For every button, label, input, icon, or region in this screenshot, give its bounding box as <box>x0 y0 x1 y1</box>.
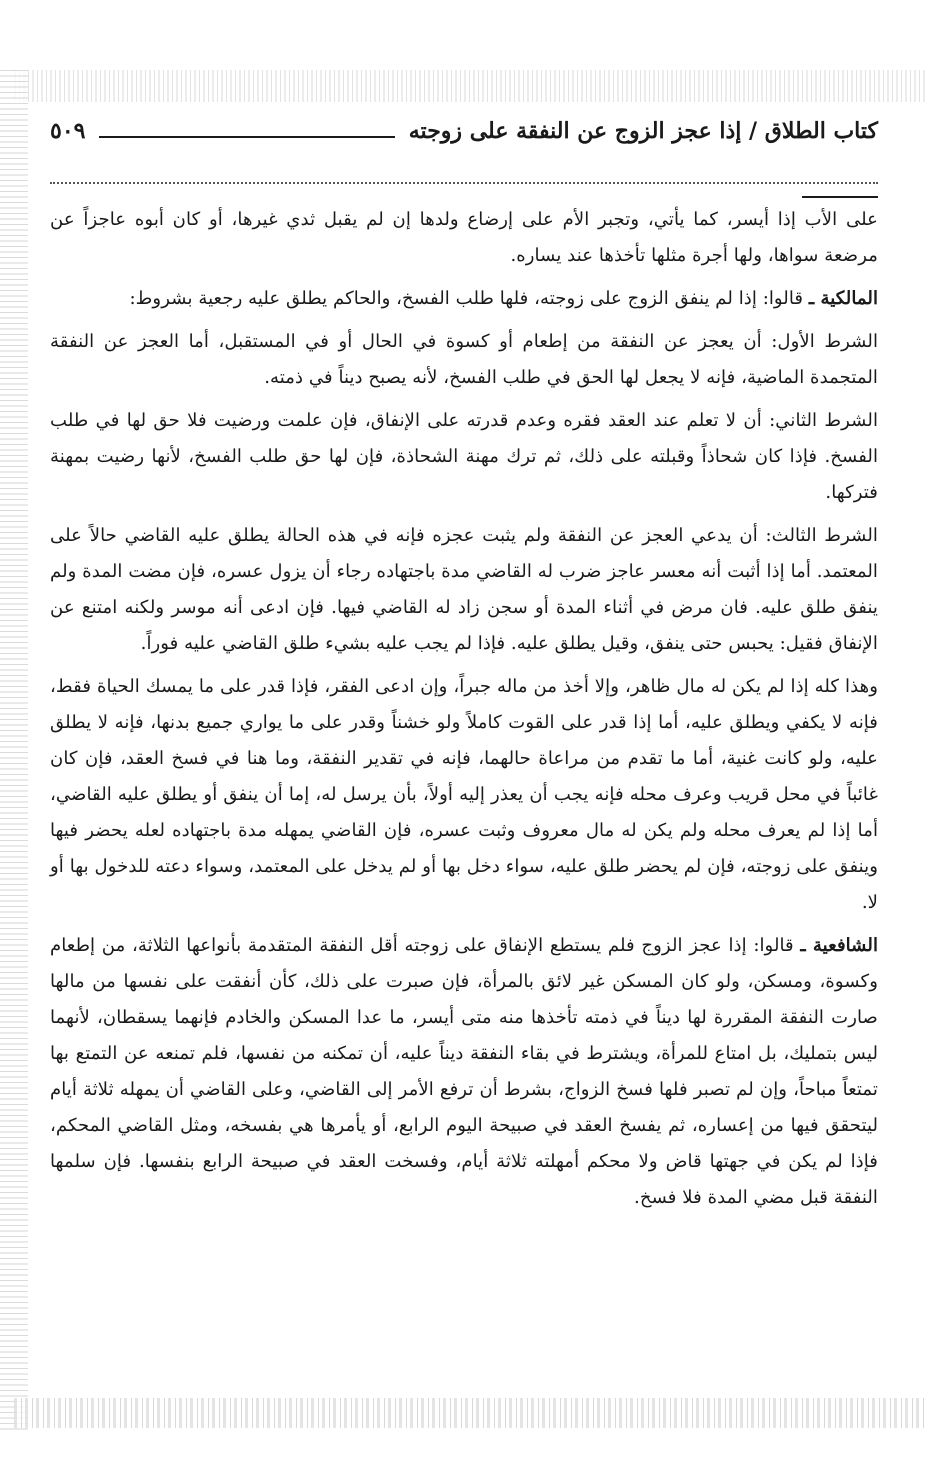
paragraph <box>50 324 878 396</box>
header-title: كتاب الطلاق / إذا عجز الزوج عن النفقة على زوجته <box>408 118 878 144</box>
paragraph-text: على الأب إذا أيسر، كما يأتي، وتجبر الأم على إرضاع ولدها إن لم يقبل ثدي غيرها، أو كان أبوه عاجزاً عن مرضعة سواها، ولها أجرة مثلها تأخذها عند يساره. <box>50 209 878 266</box>
footnote-rule <box>802 196 878 198</box>
paragraph-text: قالوا: إذا لم ينفق الزوج على زوجته، فلها طلب الفسخ، والحاكم يطلق عليه رجعية بشروط: <box>129 288 809 309</box>
scan-border-bottom <box>14 1398 926 1428</box>
paragraph-lead: المالكية ـ <box>808 288 878 309</box>
running-header <box>50 118 878 160</box>
paragraph <box>50 403 878 511</box>
paragraph <box>50 928 878 1216</box>
scan-border-top <box>14 70 926 102</box>
paragraph <box>50 202 878 274</box>
paragraph-text: الشرط الثاني: أن لا تعلم عند العقد فقره وعدم قدرته على الإنفاق، فإن علمت ورضيت فلا حق لها في طلب الفسخ. فإذا كان شحاذاً وقبلته على ذلك، ثم ترك مهنة الشحاذة، فإن لها حق طلب الفسخ، لأنها رضيت بمهنة فتركها. <box>50 410 878 503</box>
header-rule <box>99 124 394 138</box>
paragraph-text: الشرط الثالث: أن يدعي العجز عن النفقة ولم يثبت عجزه فإنه في هذه الحالة يطلق عليه القاضي حالاً على المعتمد. أما إذا أثبت أنه معسر عاجز ضرب له القاضي مدة باجتهاده رجاء أن يزول عسره، فإن مضت المدة ولم ينفق طلق عليه. فان مرض في أثناء المدة أو سجن زاد له القاضي فيها. فإن ادعى أنه موسر ولكنه امتنع عن الإنفاق فقيل: يحبس حتى ينفق، وقيل يطلق عليه. فإذا لم يجب عليه بشيء طلق القاضي عليه فوراً. <box>50 525 878 654</box>
paragraph <box>50 518 878 662</box>
scan-border-left <box>0 70 28 1430</box>
dotted-separator <box>50 164 878 184</box>
paragraph-text: الشرط الأول: أن يعجز عن النفقة من إطعام أو كسوة في الحال أو في المستقبل، أما العجز عن النفقة المتجمدة الماضية، فإنه لا يجعل لها الحق في طلب الفسخ، لأنه يصبح ديناً في ذمته. <box>50 331 878 388</box>
paragraph-lead: الشافعية ـ <box>800 935 879 956</box>
body-text <box>50 202 878 1216</box>
paragraph <box>50 669 878 921</box>
paragraph <box>50 281 878 317</box>
paragraph-text: قالوا: إذا عجز الزوج فلم يستطع الإنفاق على زوجته أقل النفقة المتقدمة بأنواعها الثلاثة، من إطعام وكسوة، ومسكن، ولو كان المسكن غير لائق بالمرأة، فإن صبرت على ذلك، كأن أنفقت على نفسها من مالها صارت النفقة المقررة لها ديناً في ذمته تأخذها منه متى أيسر، ما عدا المسكن والخادم فإنهما يسقطان، لأنهما ليس بتمليك، بل امتاع للمرأة، ويشترط في بقاء النفقة ديناً عليه، أن تمكنه من نفسها، فلم تمنعه عن التمتع بها تمتعاً مباحاً، وإن لم تصبر فلها فسخ الزواج، بشرط أن ترفع الأمر إلى القاضي، وعلى القاضي أن يمهله ثلاثة أيام ليتحقق فيها من إعساره، ثم يفسخ العقد في صبيحة اليوم الرابع، أو يأمرها هي بفسخه، ومثل القاضي المحكم، فإذا لم يكن في جهتها قاض ولا محكم أمهلته ثلاثة أيام، وفسخت العقد في صبيحة الرابع بنفسها. فإن سلمها النفقة قبل مضي المدة فلا فسخ. <box>50 935 878 1208</box>
paragraph-text: وهذا كله إذا لم يكن له مال ظاهر، وإلا أخذ من ماله جبراً، وإن ادعى الفقر، فإذا قدر على ما يمسك الحياة فقط، فإنه لا يكفي ويطلق عليه، أما إذا قدر على القوت كاملاً ولو خشناً وقدر على ما يواري جميع بدنها، فإنه لا يطلق عليه، ولو كانت غنية، أما ما تقدم من مراعاة حالهما، فإنه في تقدير النفقة، وما هنا في فسخ العقد، فإن كان غائباً في محل قريب وعرف محله فإنه يجب أن يعذر إليه أولاً، بأن يرسل له، إما أن ينفق أو يطلق عليه القاضي، أما إذا لم يعرف محله ولم يكن له مال معروف وثبت عسره، فإن القاضي يمهله مدة باجتهاده لعله يحضر فيها وينفق على زوجته، فإن لم يحضر طلق عليه، سواء دخل بها أو لم يدخل على المعتمد، وسواء دعته للدخول بها أو لا. <box>50 676 878 913</box>
page-number: ٥٠٩ <box>50 118 86 144</box>
book-page <box>50 118 878 1388</box>
